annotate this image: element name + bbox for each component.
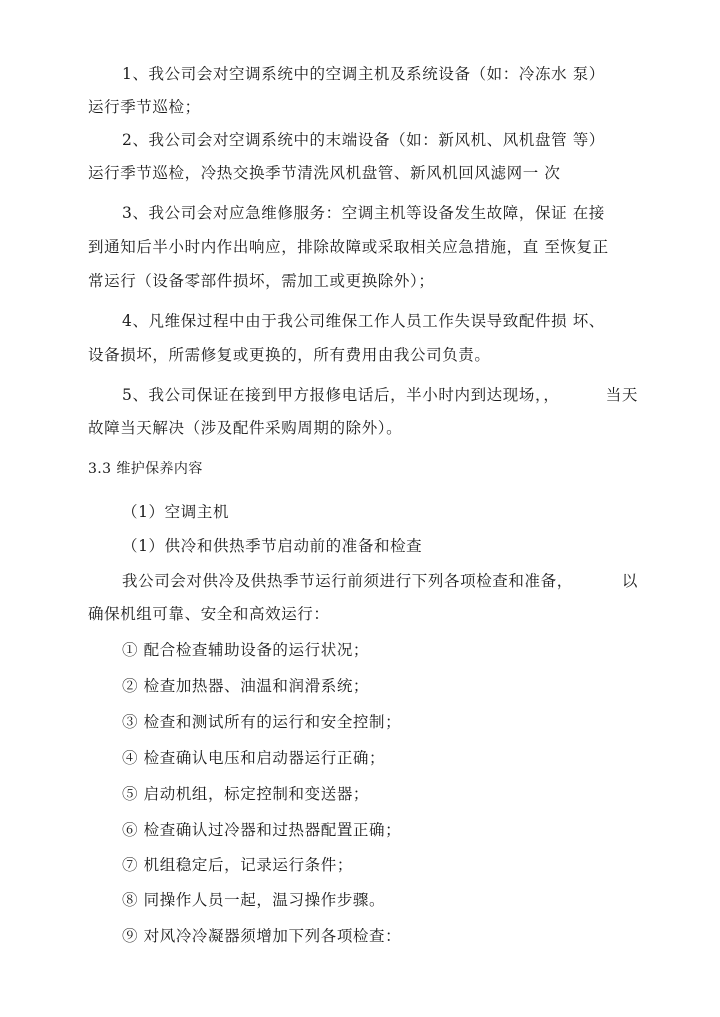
checklist-item: ③ 检查和测试所有的运行和安全控制； <box>122 713 402 731</box>
subheading-preparation-check: （1）供冷和供热季节启动前的准备和检查 <box>122 537 423 555</box>
checklist-item: ⑥ 检查确认过冷器和过热器配置正确； <box>122 821 402 839</box>
paragraph-5-line-1-main: 5、我公司保证在接到甲方报修电话后，半小时内到达现场，， <box>122 386 560 404</box>
paragraph-4-line-2: 设备损坏，所需修复或更换的，所有费用由我公司负责。 <box>88 346 491 364</box>
checklist-item: ⑨ 对风冷冷凝器须增加下列各项检查： <box>122 927 402 945</box>
intro-line-2: 确保机组可靠、安全和高效运行： <box>88 605 330 623</box>
paragraph-3-line-2: 到通知后半小时内作出响应，排除故障或采取相关应急措施，直 至恢复正 <box>88 238 609 256</box>
paragraph-2-line-2: 运行季节巡检，冷热交换季节清洗风机盘管、新风机回风滤网一 次 <box>88 164 561 182</box>
checklist-item: ② 检查加热器、油温和润滑系统； <box>122 677 370 695</box>
intro-line-1-end: 以 <box>621 572 638 590</box>
checklist-item: ⑦ 机组稳定后，记录运行条件； <box>122 856 353 874</box>
paragraph-1-line-1: 1、我公司会对空调系统中的空调主机及系统设备（如：冷冻水 泵） <box>122 65 605 83</box>
subheading-air-conditioner-host: （1）空调主机 <box>122 503 230 521</box>
checklist-item: ⑧ 同操作人员一起，温习操作步骤。 <box>122 891 386 909</box>
checklist-item: ① 配合检查辅助设备的运行状况； <box>122 641 370 659</box>
paragraph-3-line-1: 3、我公司会对应急维修服务：空调主机等设备发生故障，保证 在接 <box>122 204 605 222</box>
paragraph-5-line-1 <box>122 385 638 405</box>
paragraph-5-line-2: 故障当天解决（涉及配件采购周期的除外）。 <box>88 419 403 437</box>
intro-line-1-main: 我公司会对供冷及供热季节运行前须进行下列各项检查和准备， <box>122 572 573 590</box>
checklist-item: ⑤ 启动机组，标定控制和变送器； <box>122 785 370 803</box>
paragraph-2-line-1: 2、我公司会对空调系统中的末端设备（如：新风机、风机盘管 等） <box>122 131 605 149</box>
paragraph-1-line-2: 运行季节巡检； <box>88 98 201 116</box>
paragraph-4-line-1: 4、凡维保过程中由于我公司维保工作人员工作失误导致配件损 坏、 <box>122 312 605 330</box>
paragraph-3-line-3: 常运行（设备零部件损坏，需加工或更换除外）； <box>88 272 435 290</box>
intro-line-1 <box>122 571 638 591</box>
paragraph-5-line-1-end: 当天 <box>605 386 638 404</box>
section-heading: 3.3 维护保养内容 <box>88 461 203 477</box>
checklist-item: ④ 检查确认电压和启动器运行正确； <box>122 749 386 767</box>
